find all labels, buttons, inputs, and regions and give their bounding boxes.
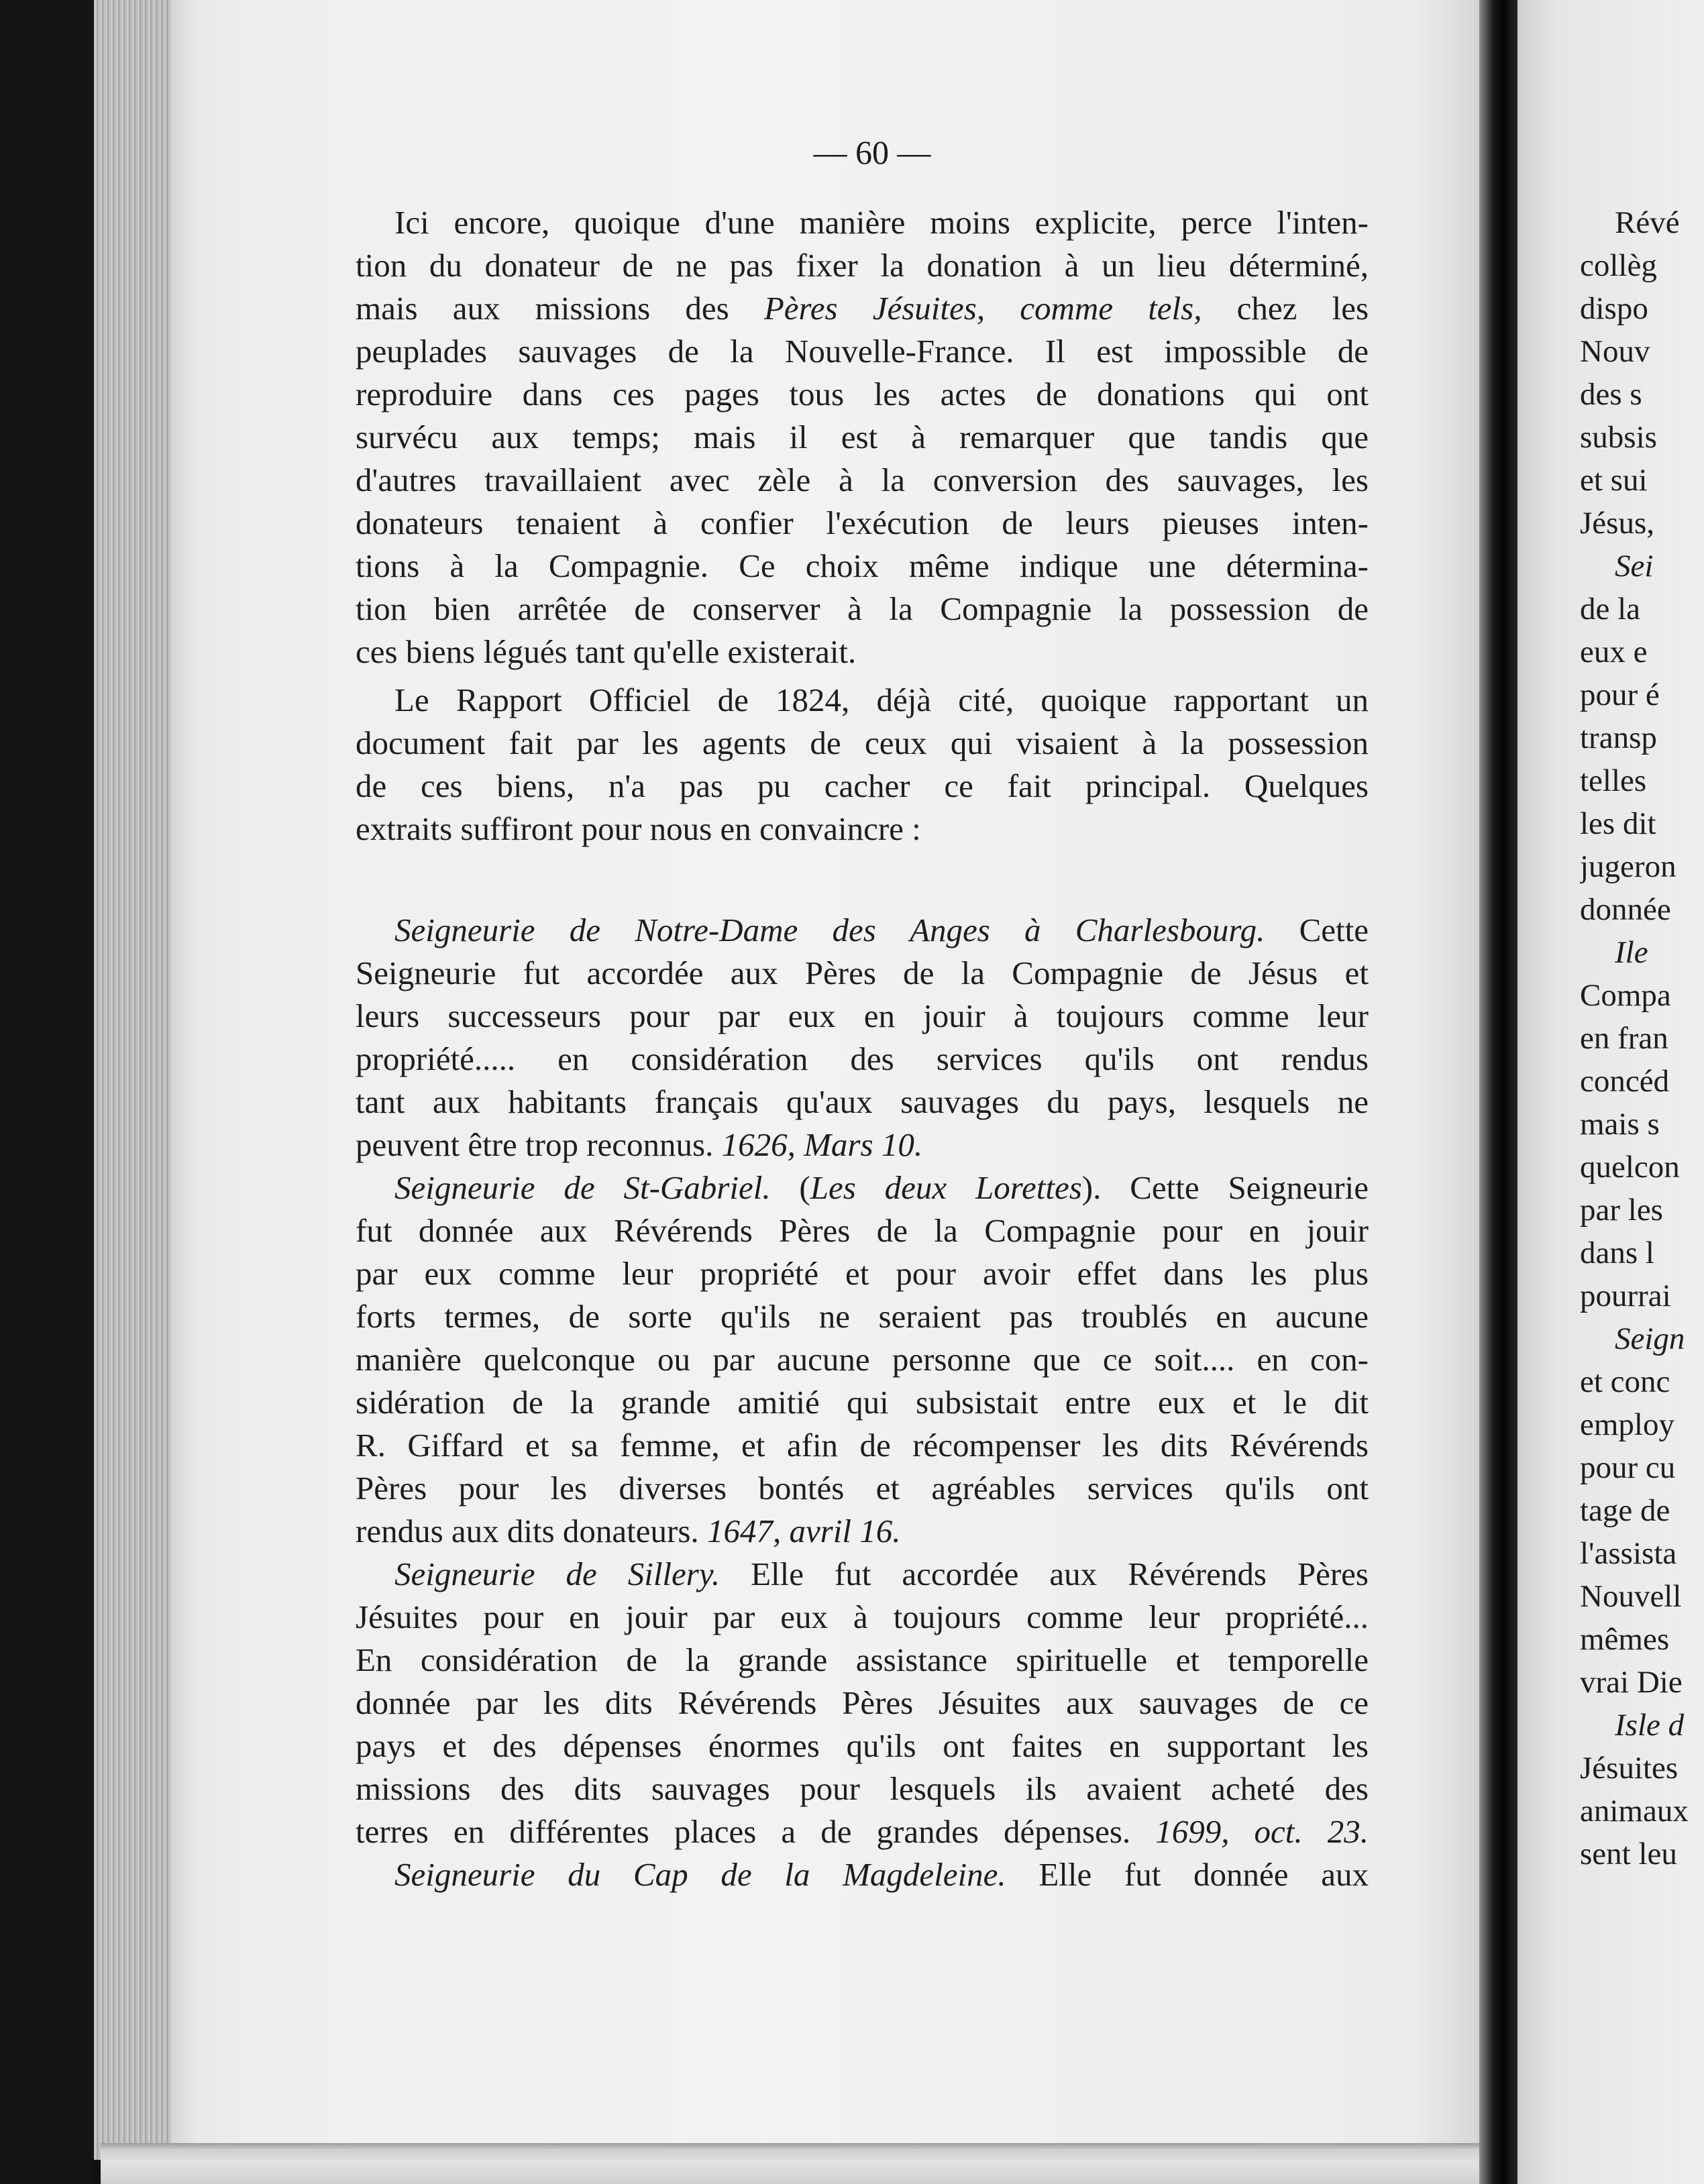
facing-text-fragment: pour é (1580, 677, 1660, 712)
facing-text-fragment: et conc (1580, 1364, 1670, 1399)
facing-text-fragment: concéd (1580, 1064, 1670, 1099)
facing-text-fragment: et sui (1580, 463, 1648, 498)
scan-background (0, 0, 94, 2184)
facing-text-fragment: en fran (1580, 1021, 1668, 1056)
text-line: pays et des dépenses énormes qu'ils ont faites en supportant les (356, 1727, 1369, 1764)
facing-text-fragment: donnée (1580, 892, 1671, 927)
text-line: Seigneurie du Cap de la Magdeleine. Elle fut donnée aux (394, 1856, 1369, 1893)
text-line: tant aux habitants français qu'aux sauvages du pays, lesquels ne (356, 1083, 1369, 1120)
facing-text-fragment: Jésus, (1580, 506, 1654, 541)
text-line: Pères pour les diverses bontés et agréables services qu'ils ont (356, 1470, 1369, 1507)
facing-text-fragment: de la (1580, 592, 1641, 626)
text-line: d'autres travaillaient avec zèle à la conversion des sauvages, les (356, 461, 1369, 498)
text-line: document fait par les agents de ceux qui visaient à la possession (356, 724, 1369, 761)
text-line: Seigneurie de St-Gabriel. (Les deux Lorettes). Cette Seigneurie (394, 1169, 1369, 1206)
italic-phrase: Pères Jésuites, comme tels, (763, 290, 1202, 327)
facing-text-fragment: mais s (1580, 1107, 1660, 1142)
facing-text-fragment: Isle d (1615, 1708, 1685, 1743)
text-line: peuvent être trop reconnus. 1626, Mars 10. (356, 1126, 923, 1163)
page-number: — 60 — (813, 133, 931, 171)
facing-text-fragment: des s (1580, 377, 1642, 412)
text-line: propriété..... en considération des services qu'ils ont rendus (356, 1040, 1369, 1077)
italic-date: 1699, oct. 23. (1155, 1813, 1369, 1850)
text-line: Seigneurie fut accordée aux Pères de la Compagnie de Jésus et (356, 954, 1369, 991)
facing-text-fragment: par les (1580, 1193, 1663, 1227)
facing-text-fragment: sent leu (1580, 1837, 1677, 1871)
facing-text-fragment: telles (1580, 763, 1647, 798)
text-line: par eux comme leur propriété et pour avoir effet dans les plus (356, 1255, 1369, 1292)
facing-text-fragment: Ile (1615, 935, 1648, 970)
facing-text-fragment: Révé (1615, 205, 1680, 240)
text-line: de ces biens, n'a pas pu cacher ce fait principal. Quelques (356, 767, 1369, 804)
facing-text-fragment: dans l (1580, 1236, 1654, 1270)
text-line: donateurs tenaient à confier l'exécution de leurs pieuses inten- (356, 504, 1369, 541)
text-line: tion du donateur de ne pas fixer la donation à un lieu déterminé, (356, 247, 1369, 284)
facing-page-text (1580, 201, 1704, 1918)
facing-text-fragment: animaux (1580, 1794, 1689, 1828)
text-line: peuplades sauvages de la Nouvelle-France. Il est impossible de (356, 333, 1369, 370)
facing-text-fragment: pour cu (1580, 1450, 1676, 1485)
facing-text-fragment: quelcon (1580, 1150, 1680, 1185)
text-line: manière quelconque ou par aucune personne que ce soit.... en con- (356, 1341, 1369, 1378)
text-line: forts termes, de sorte qu'ils ne seraient pas troublés en aucune (356, 1298, 1369, 1335)
facing-text-fragment: Nouvell (1580, 1579, 1682, 1614)
text-line: Ici encore, quoique d'une manière moins explicite, perce l'inten- (394, 204, 1369, 241)
text-line: mais aux missions des Pères Jésuites, comme tels, chez les (356, 290, 1369, 327)
text-line: Seigneurie de Notre-Dame des Anges à Charlesbourg. Cette (394, 912, 1369, 948)
text-line: Le Rapport Officiel de 1824, déjà cité, quoique rapportant un (394, 681, 1369, 718)
italic-phrase: Seigneurie de St-Gabriel. (394, 1169, 771, 1206)
facing-text-fragment: pourrai (1580, 1278, 1671, 1313)
italic-phrase: Les deux Lorettes (810, 1169, 1082, 1206)
text-line: terres en différentes places a de grandes dépenses. 1699, oct. 23. (356, 1813, 1369, 1850)
text-line: leurs successeurs pour par eux en jouir à toujours comme leur (356, 997, 1369, 1034)
text-line: donnée par les dits Révérends Pères Jésuites aux sauvages de ce (356, 1684, 1369, 1721)
facing-text-fragment: collèg (1580, 248, 1657, 283)
italic-date: 1647, avril 16. (706, 1513, 901, 1549)
facing-text-fragment: les dit (1580, 806, 1656, 841)
facing-text-fragment: transp (1580, 720, 1657, 755)
text-line: rendus aux dits donateurs. 1647, avril 16. (356, 1513, 901, 1549)
text-line: survécu aux temps; mais il est à remarquer que tandis que (356, 419, 1369, 455)
italic-date: 1626, Mars 10. (721, 1126, 923, 1163)
facing-text-fragment: mêmes (1580, 1622, 1670, 1657)
facing-text-fragment: l'assista (1580, 1536, 1677, 1571)
facing-text-fragment: Compa (1580, 978, 1671, 1013)
text-line: Jésuites pour en jouir par eux à toujours comme leur propriété... (356, 1598, 1369, 1635)
page-bottom-edge (101, 2143, 1496, 2184)
text-line: R. Giffard et sa femme, et afin de récompenser les dits Révérends (356, 1427, 1369, 1464)
facing-text-fragment: employ (1580, 1407, 1674, 1442)
text-line: tion bien arrêtée de conserver à la Compagnie la possession de (356, 590, 1369, 627)
facing-text-fragment: jugeron (1580, 849, 1676, 884)
text-line: reproduire dans ces pages tous les actes de donations qui ont (356, 376, 1369, 413)
facing-text-fragment: vrai Die (1580, 1665, 1683, 1700)
facing-text-fragment: Nouv (1580, 334, 1650, 369)
italic-phrase: Seigneurie du Cap de la Magdeleine. (394, 1856, 1006, 1893)
facing-text-fragment: dispo (1580, 291, 1648, 326)
italic-phrase: Seigneurie de Sillery. (394, 1555, 721, 1592)
text-line: sidération de la grande amitié qui subsistait entre eux et le dit (356, 1384, 1369, 1421)
book-gutter (1479, 0, 1520, 2184)
page-edges (94, 0, 174, 2160)
text-line: fut donnée aux Révérends Pères de la Compagnie pour en jouir (356, 1212, 1369, 1249)
text-line: missions des dits sauvages pour lesquels ils avaient acheté des (356, 1770, 1369, 1807)
text-line: tions à la Compagnie. Ce choix même indique une détermina- (356, 547, 1369, 584)
facing-text-fragment: Seign (1615, 1321, 1685, 1356)
italic-phrase: Seigneurie de Notre-Dame des Anges à Charlesbourg. (394, 912, 1265, 948)
facing-text-fragment: Jésuites (1580, 1751, 1679, 1786)
facing-text-fragment: Sei (1615, 549, 1654, 584)
text-line: Seigneurie de Sillery. Elle fut accordée aux Révérends Pères (394, 1555, 1369, 1592)
facing-text-fragment: tage de (1580, 1493, 1670, 1528)
text-line: En considération de la grande assistance spirituelle et temporelle (356, 1641, 1369, 1678)
text-line: ces biens légués tant qu'elle existerait. (356, 633, 857, 670)
facing-text-fragment: subsis (1580, 420, 1657, 455)
text-line: extraits suffiront pour nous en convaincre : (356, 810, 921, 847)
facing-text-fragment: eux e (1580, 635, 1648, 669)
